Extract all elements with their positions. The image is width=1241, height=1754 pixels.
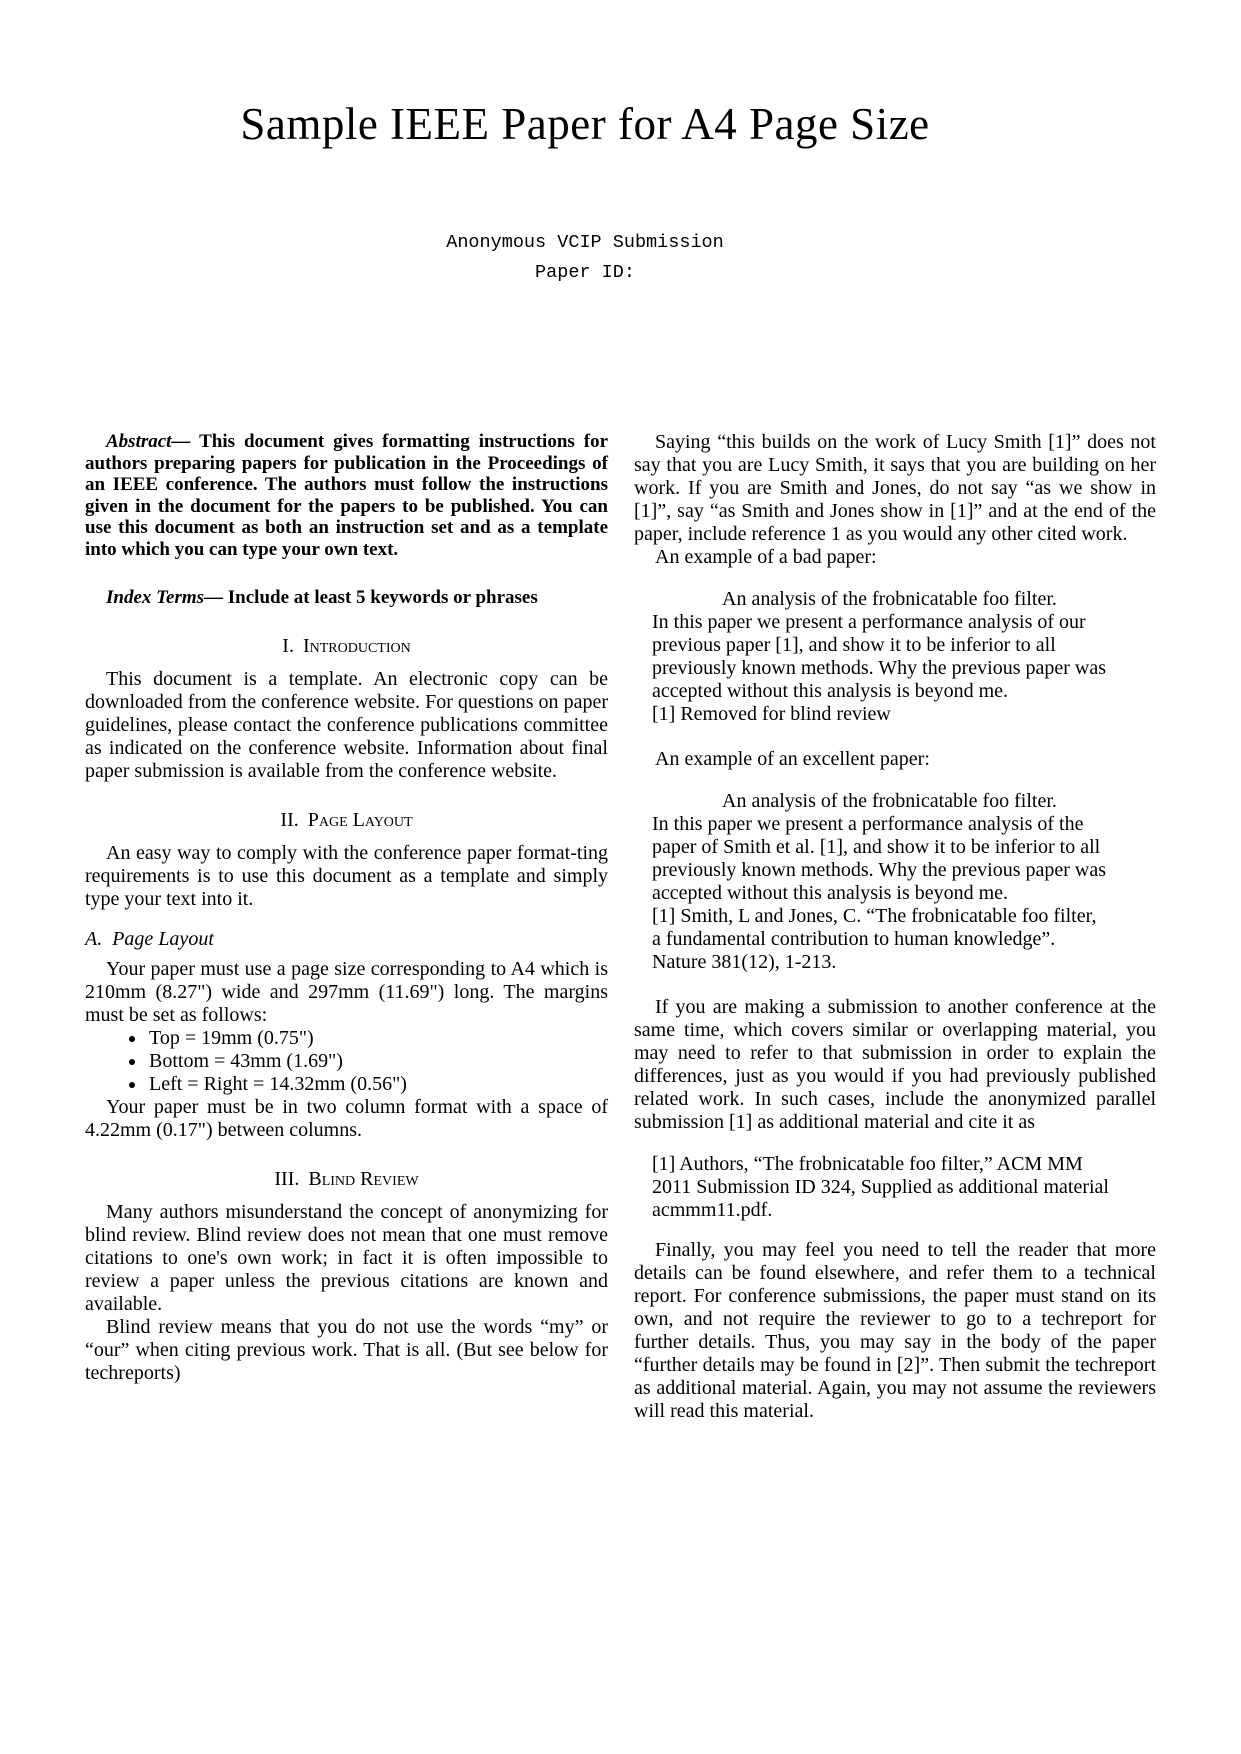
good-example-body: In this paper we present a performance analysis of the paper of Smith et al. [1], and show it to be inferior to all previously known methods. Why the previous paper was accepted without this analysis is beyond me. — [652, 813, 1106, 904]
index-terms-text: — Include at least 5 keywords or phrases — [204, 587, 538, 608]
good-example-reference: [1] Smith, L and Jones, C. “The frobnicatable foo filter, a fundamental contribution to human knowledge”. Nature 381(12), 1-213. — [652, 905, 1097, 973]
section-heading-page-layout — [85, 808, 608, 832]
front-matter — [0, 0, 1170, 288]
index-terms-paragraph — [85, 587, 608, 609]
index-terms-label: Index Terms — [106, 587, 205, 608]
section-title: Introduction — [302, 634, 411, 657]
blind-review-paragraph-2: Blind review means that you do not use the words “my” or “our” when citing previous work. That is all. (But see below for techreports) — [85, 1315, 608, 1384]
margins-paragraph: Your paper must use a page size corresponding to A4 which is 210mm (8.27") wide and 297mm (11.69") long. The margins must be set as follows: — [85, 957, 608, 1026]
left-column — [85, 431, 608, 1385]
bad-example-reference: [1] Removed for blind review — [652, 703, 891, 725]
bad-example-intro: An example of a bad paper: — [655, 546, 877, 568]
subsection-heading-page-layout — [85, 928, 608, 951]
good-example-block — [652, 790, 1107, 974]
margin-list — [85, 1027, 608, 1096]
lucy-smith-paragraph: Saying “this builds on the work of Lucy Smith [1]” does not say that you are Lucy Smith, it says that you are building on her work. If you are Smith and Jones, do not say “as we show in [1]”, say “as Smith and Jones show in [1]” and at the end of the paper, include reference 1 as you would any other cited work. — [634, 431, 1156, 545]
good-example-title: An analysis of the frobnicatable foo filter. — [722, 790, 1057, 812]
bad-example-block — [652, 588, 1107, 726]
right-column — [634, 431, 1156, 1423]
subsection-title: Page Layout — [112, 927, 214, 950]
subsection-label: A. — [85, 927, 103, 950]
introduction-paragraph: This document is a template. An electronic copy can be downloaded from the conference website. For questions on paper guidelines, please contact the conference publications committee as indicated on the conference website. Information about final paper submission is available from the conference website. — [85, 667, 608, 782]
section-numeral: II. — [280, 808, 299, 831]
blind-review-paragraph-1: Many authors misunderstand the concept of anonymizing for blind review. Blind review does not mean that one must remove citations to one's own work; in fact it is often impossible to review a paper unless the previous citations are known and available. — [85, 1200, 608, 1315]
margin-item-top: • Top = 19mm (0.75") — [147, 1027, 608, 1050]
margin-item-left-right: • Left = Right = 14.32mm (0.56") — [147, 1073, 608, 1096]
section-title: Page Layout — [307, 808, 413, 831]
section-heading-introduction — [85, 634, 608, 658]
abstract-label: Abstract— — [106, 431, 191, 452]
section-numeral: I. — [282, 634, 294, 657]
abstract-paragraph — [85, 431, 608, 560]
margin-item-bottom: • Bottom = 43mm (1.69") — [147, 1050, 608, 1073]
byline-anonymous: Anonymous VCIP Submission — [446, 232, 724, 253]
paper-title: Sample IEEE Paper for A4 Page Size — [240, 99, 930, 149]
bad-example-title: An analysis of the frobnicatable foo filter. — [722, 588, 1057, 610]
good-example-intro: An example of an excellent paper: — [655, 748, 930, 770]
section-heading-blind-review — [85, 1167, 608, 1191]
bad-example-body: In this paper we present a performance analysis of our previous paper [1], and show it to be inferior to all previously known methods. Why the previous paper was accepted without this analysis is beyond me. — [652, 611, 1106, 702]
section-title: Blind Review — [308, 1167, 419, 1190]
section-numeral: III. — [274, 1167, 300, 1190]
parallel-submission-paragraph: If you are making a submission to another conference at the same time, which covers similar or overlapping material, you may need to refer to that submission in order to explain the differences, just as you would if you had previously published related work. In such cases, include the anonymized parallel submission [1] as additional material and cite it as — [634, 996, 1156, 1133]
page-layout-paragraph: An easy way to comply with the conference paper format-ting requirements is to use this document as a template and simply type your text into it. — [85, 841, 608, 910]
byline-paper-id: Paper ID: — [535, 262, 635, 283]
abstract-text: This document gives formatting instructions for authors preparing papers for publication in the Proceedings of an IEEE conference. The authors must follow the instructions given in the document for the papers to be published. You can use this document as both an instruction set and as a template into which you can type your own text. — [85, 431, 608, 560]
techreport-paragraph: Finally, you may feel you need to tell the reader that more details can be found elsewhere, and refer them to a technical report. For conference submissions, the paper must stand on its own, and not require the reviewer to go to a techreport for further details. Thus, you may say in the body of the paper “further details may be found in [2]”. Then submit the techreport as additional material. Again, you may not assume the reviewers will read this material. — [634, 1239, 1156, 1422]
two-column-paragraph: Your paper must be in two column format with a space of 4.22mm (0.17") between columns. — [85, 1095, 608, 1141]
acmmm-citation-block: [1] Authors, “The frobnicatable foo filter,” ACM MM 2011 Submission ID 324, Supplied as additional material acmmm11.pdf. — [652, 1153, 1109, 1221]
byline — [0, 228, 1170, 288]
